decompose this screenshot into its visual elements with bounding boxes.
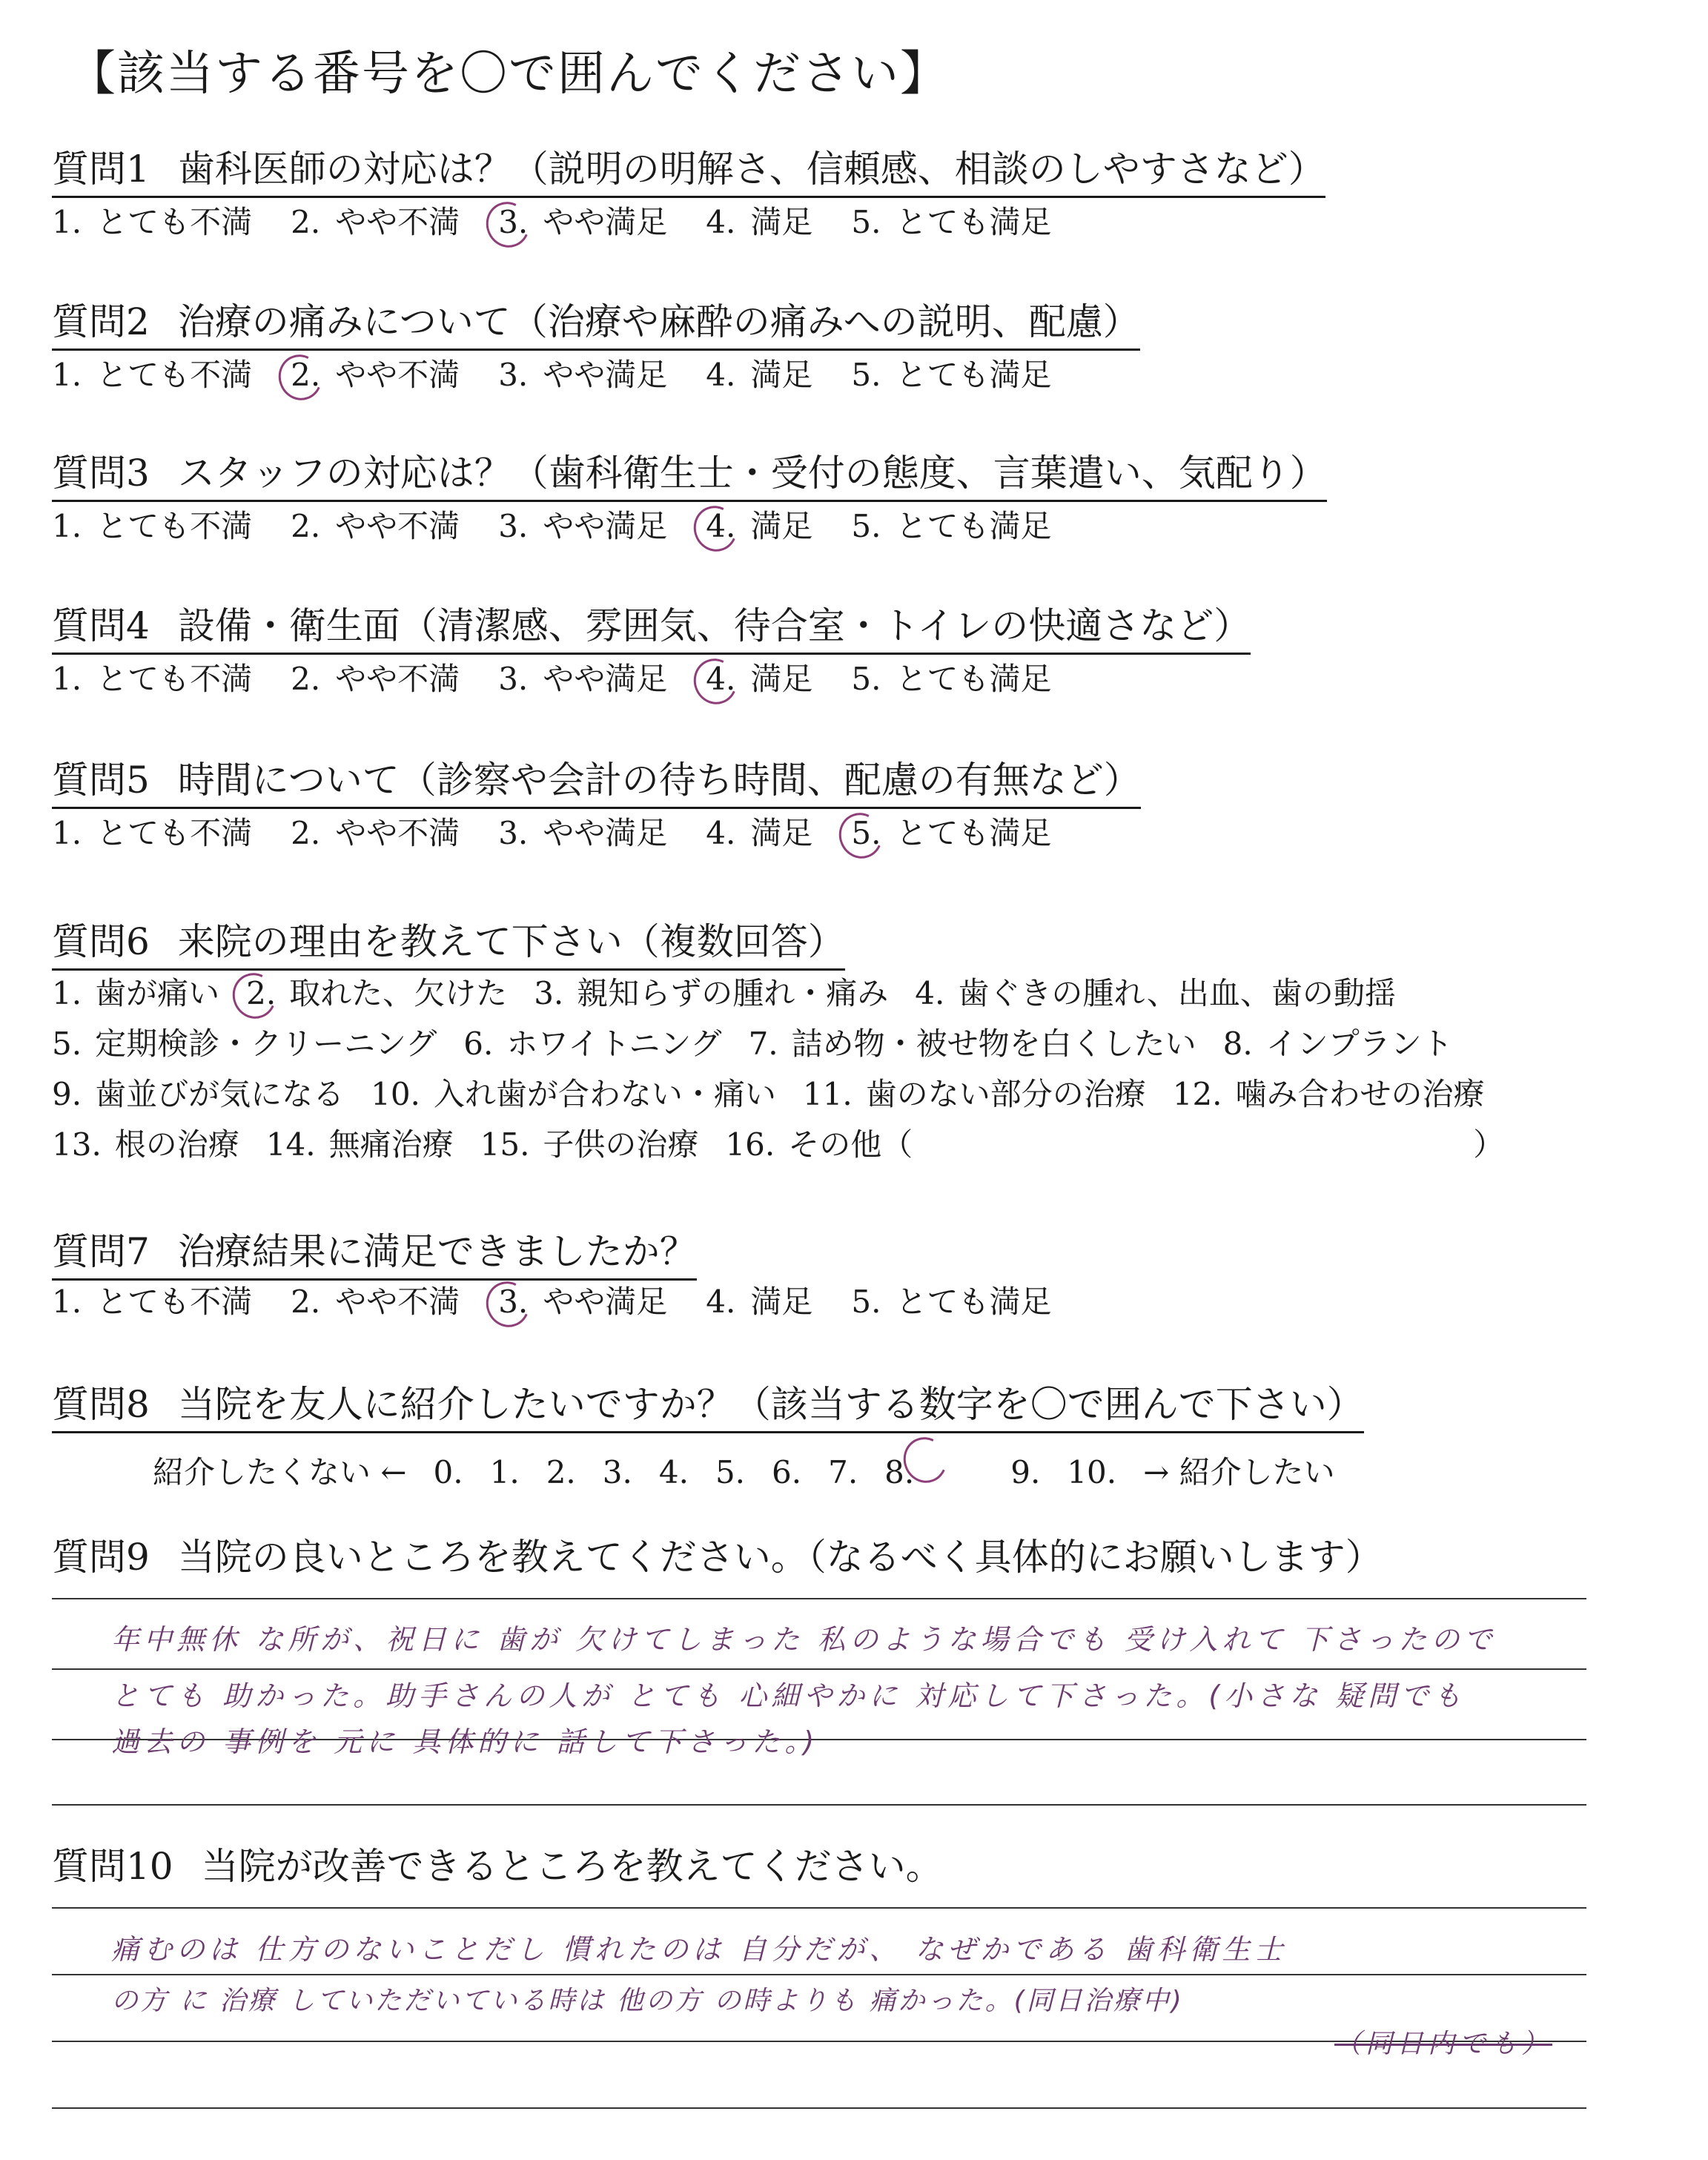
question-5-options	[52, 813, 1090, 854]
option-number: 1.	[52, 975, 82, 1011]
option-label: とても満足	[896, 1284, 1052, 1320]
option-number: 1.	[52, 508, 82, 544]
reason-option[interactable]	[1223, 1023, 1453, 1065]
option-number: 5.	[52, 1025, 82, 1062]
question-6-row	[52, 973, 1423, 1014]
option-label: やや不満	[335, 204, 460, 240]
answer-line	[52, 1907, 1586, 1909]
scale-value-6[interactable]: 6.	[772, 1454, 802, 1490]
option-2[interactable]	[291, 354, 460, 396]
option-number: 13.	[52, 1126, 102, 1163]
option-5[interactable]	[851, 658, 1051, 700]
reason-option[interactable]	[463, 1023, 721, 1065]
q10-answer-line-2: の方 に 治療 していただいている時は 他の方 の時よりも 痛かった。(同日治療中)	[111, 1986, 1184, 2016]
question-number: 質問5	[52, 759, 150, 802]
reason-option[interactable]	[534, 973, 888, 1014]
option-3[interactable]	[498, 658, 667, 700]
question-7-options	[52, 1281, 1090, 1323]
option-label: やや満足	[543, 508, 668, 544]
selection-circle	[897, 1431, 953, 1489]
option-2[interactable]	[291, 658, 460, 700]
option-3[interactable]	[498, 354, 667, 396]
option-label: やや満足	[543, 661, 668, 697]
option-2[interactable]	[291, 202, 460, 243]
option-label: 満足	[750, 357, 813, 393]
option-2[interactable]	[291, 1281, 460, 1323]
option-label: 親知らずの腫れ・痛み	[577, 975, 889, 1011]
scale-left-label: 紹介したくない ←	[153, 1454, 407, 1490]
option-number: 3.	[498, 508, 529, 544]
option-number: 5.	[851, 204, 881, 240]
question-8-scale	[153, 1437, 1362, 1493]
scale-value-3[interactable]: 3.	[602, 1454, 632, 1490]
question-text: 歯科医師の対応は？（説明の明解さ、信頼感、相談のしやすさなど）	[177, 148, 1325, 191]
option-number: 11.	[802, 1076, 853, 1112]
question-text: 設備・衛生面（清潔感、雰囲気、待合室・トイレの快適さなど）	[177, 604, 1251, 647]
page-title: 【該当する番号を〇で囲んでください】	[68, 47, 949, 102]
option-label: 無痛治療	[328, 1126, 454, 1163]
option-number: 14.	[265, 1126, 316, 1163]
reason-option[interactable]	[52, 1124, 239, 1166]
option-1[interactable]	[52, 202, 252, 243]
question-text: スタッフの対応は？（歯科衛生士・受付の態度、言葉遣い、気配り）	[177, 452, 1327, 495]
question-number: 質問4	[52, 604, 150, 647]
option-number: 2.	[246, 975, 277, 1011]
option-label: やや満足	[543, 204, 668, 240]
question-text: 治療の痛みについて（治療や麻酔の痛みへの説明、配慮）	[177, 300, 1140, 343]
option-1[interactable]	[52, 506, 252, 547]
question-3-options	[52, 506, 1090, 547]
question-9-heading	[52, 1533, 1383, 1584]
scale-value-2[interactable]: 2.	[546, 1454, 576, 1490]
option-label: とても満足	[896, 661, 1052, 697]
option-label: 満足	[750, 204, 813, 240]
option-label: 満足	[750, 1284, 813, 1320]
option-number: 8.	[1222, 1025, 1253, 1062]
question-8-heading	[52, 1381, 1364, 1433]
question-text: 当院が改善できるところを教えてください。	[201, 1845, 943, 1888]
reason-option[interactable]	[52, 1023, 437, 1065]
option-5[interactable]	[851, 354, 1051, 396]
option-3[interactable]	[498, 202, 667, 243]
question-number: 質問1	[52, 148, 150, 191]
question-text: 時間について（診察や会計の待ち時間、配慮の有無など）	[177, 759, 1141, 802]
option-number: 2.	[291, 661, 321, 697]
option-label: 詰め物・被せ物を白くしたい	[791, 1025, 1196, 1062]
question-number: 質問2	[52, 300, 150, 343]
option-label: 満足	[750, 815, 813, 851]
option-number: 1.	[52, 204, 82, 240]
reason-option[interactable]	[803, 1074, 1146, 1115]
scale-value-5[interactable]: 5.	[715, 1454, 746, 1490]
option-label: とても満足	[896, 357, 1052, 393]
option-number: 4.	[706, 508, 736, 544]
option-number: 3.	[498, 815, 529, 851]
option-4[interactable]	[706, 202, 812, 243]
option-1[interactable]	[52, 658, 252, 700]
option-number: 1.	[52, 357, 82, 393]
option-number: 5.	[851, 815, 881, 851]
option-label: 定期検診・クリーニング	[95, 1025, 437, 1062]
q10-struck-note: （同日内でも）	[1334, 2029, 1553, 2059]
option-number: 4.	[706, 204, 736, 240]
option-4[interactable]	[706, 354, 812, 396]
option-5[interactable]	[851, 202, 1051, 243]
option-label: 取れた、欠けた	[289, 975, 508, 1011]
option-label: 満足	[750, 508, 813, 544]
question-text: 来院の理由を教えて下さい（複数回答）	[177, 920, 845, 963]
answer-line	[52, 1974, 1586, 1975]
question-text: 治療結果に満足できましたか？	[177, 1230, 697, 1273]
question-1-heading	[52, 145, 1325, 198]
option-number: 15.	[480, 1126, 530, 1163]
scale-value-9[interactable]: 9.	[1010, 1454, 1041, 1490]
option-label: とても不満	[96, 204, 253, 240]
other-close-paren: ）	[1473, 1126, 1505, 1163]
scale-value-8[interactable]: 8.	[884, 1437, 984, 1493]
option-label: やや不満	[335, 357, 460, 393]
option-label: とても不満	[96, 508, 253, 544]
question-1-options	[52, 202, 1090, 243]
option-number: 3.	[498, 357, 529, 393]
scale-right-label: → 紹介したい	[1143, 1454, 1335, 1490]
option-label: やや満足	[543, 357, 668, 393]
option-number: 2.	[291, 815, 321, 851]
reason-option[interactable]	[52, 973, 219, 1014]
option-1[interactable]	[52, 813, 252, 854]
option-4[interactable]	[706, 813, 812, 854]
question-7-heading	[52, 1228, 697, 1281]
option-label: 歯並びが気になる	[95, 1076, 345, 1112]
reason-option[interactable]	[52, 1074, 344, 1115]
option-number: 2.	[291, 204, 321, 240]
q9-answer-line-2: とても 助かった。助手さんの人が とても 心細やかに 対応して下さった。(小さな 疑問でも	[111, 1680, 1466, 1712]
scale-value-1[interactable]: 1.	[489, 1454, 520, 1490]
option-number: 5.	[851, 357, 881, 393]
question-2-heading	[52, 298, 1140, 351]
option-label: とても満足	[896, 204, 1052, 240]
option-1[interactable]	[52, 1281, 252, 1323]
option-number: 4.	[706, 1284, 736, 1320]
option-label: 入れ歯が合わない・痛い	[433, 1076, 776, 1112]
question-4-options	[52, 658, 1090, 700]
option-number: 3.	[498, 661, 529, 697]
question-2-options	[52, 354, 1090, 396]
option-label: 歯が痛い	[95, 975, 220, 1011]
question-number: 質問3	[52, 452, 150, 495]
option-number: 6.	[463, 1025, 494, 1062]
option-4[interactable]	[706, 506, 812, 547]
option-number: 16.	[725, 1126, 775, 1163]
option-2[interactable]	[291, 813, 460, 854]
question-3-heading	[52, 449, 1327, 502]
reason-option[interactable]	[480, 1124, 699, 1166]
option-label: 噛み合わせの治療	[1235, 1076, 1485, 1112]
question-number: 質問7	[52, 1230, 150, 1273]
option-number: 2.	[291, 508, 321, 544]
scale-value-10[interactable]: 10.	[1067, 1454, 1117, 1490]
option-number: 4.	[915, 975, 945, 1011]
option-label: とても不満	[96, 1284, 253, 1320]
option-label: やや不満	[335, 661, 460, 697]
question-5-heading	[52, 756, 1141, 809]
reason-option[interactable]	[1173, 1074, 1485, 1115]
answer-line	[52, 1668, 1586, 1670]
option-label: 歯ぐきの腫れ、出血、歯の動揺	[958, 975, 1396, 1011]
option-number: 4.	[706, 815, 736, 851]
question-number: 質問9	[52, 1536, 150, 1579]
option-number: 3.	[498, 204, 529, 240]
reason-option[interactable]	[725, 1124, 913, 1166]
option-3[interactable]	[498, 506, 667, 547]
reason-option[interactable]	[266, 1124, 454, 1166]
option-label: やや不満	[335, 815, 460, 851]
option-label: ホワイトニング	[506, 1025, 722, 1062]
option-label: とても不満	[96, 661, 253, 697]
reason-option[interactable]	[246, 973, 507, 1014]
question-4-heading	[52, 602, 1251, 655]
q9-answer-line-1: 年中無休 な所が、祝日に 歯が 欠けてしまった 私のような場合でも 受け入れて 下さったので	[111, 1623, 1497, 1656]
option-number: 5.	[851, 661, 881, 697]
option-number: 2.	[291, 1284, 321, 1320]
option-number: 5.	[851, 508, 881, 544]
option-label: 歯のない部分の治療	[865, 1076, 1146, 1112]
answer-line	[52, 1804, 1586, 1806]
q9-answer-line-3: 過去の 事例を 元に 具体的に 話して下さった。)	[111, 1725, 819, 1758]
option-number: 4.	[706, 661, 736, 697]
option-label: インプラント	[1265, 1025, 1453, 1062]
question-6-row	[52, 1124, 1504, 1166]
option-3[interactable]	[498, 813, 667, 854]
answer-line	[52, 2107, 1586, 2109]
option-label: やや不満	[335, 1284, 460, 1320]
option-label: とても不満	[96, 815, 253, 851]
option-label: とても不満	[96, 357, 253, 393]
question-number: 質問6	[52, 920, 150, 963]
answer-line	[52, 1598, 1586, 1599]
option-5[interactable]	[851, 813, 1051, 854]
scale-value-4[interactable]: 4.	[658, 1454, 689, 1490]
option-3[interactable]	[498, 1281, 667, 1323]
option-number: 9.	[52, 1076, 82, 1112]
question-text: 当院を友人に紹介したいですか？（該当する数字を〇で囲んで下さい）	[177, 1383, 1364, 1426]
reason-option[interactable]	[371, 1074, 776, 1115]
option-label: 根の治療	[114, 1126, 239, 1163]
question-6-row	[52, 1023, 1480, 1065]
option-label: 子供の治療	[543, 1126, 699, 1163]
option-label: 満足	[750, 661, 813, 697]
option-4[interactable]	[706, 658, 812, 700]
reason-option[interactable]	[749, 1023, 1196, 1065]
question-text: 当院の良いところを教えてください。（なるべく具体的にお願いします）	[177, 1536, 1383, 1579]
option-2[interactable]	[291, 506, 460, 547]
option-number: 5.	[851, 1284, 881, 1320]
question-number: 質問10	[52, 1845, 173, 1888]
scale-value-0[interactable]: 0.	[433, 1454, 463, 1490]
option-number: 1.	[52, 661, 82, 697]
option-number: 12.	[1172, 1076, 1222, 1112]
reason-option[interactable]	[915, 973, 1396, 1014]
option-number: 3.	[498, 1284, 529, 1320]
option-number: 3.	[534, 975, 564, 1011]
question-6-row	[52, 1074, 1512, 1115]
option-label: その他（	[788, 1126, 913, 1163]
question-6-heading	[52, 918, 845, 971]
option-number: 1.	[52, 815, 82, 851]
question-10-heading	[52, 1843, 943, 1893]
option-label: やや満足	[543, 815, 668, 851]
option-number: 4.	[706, 357, 736, 393]
option-1[interactable]	[52, 354, 252, 396]
q10-answer-line-1: 痛むのは 仕方のないことだし 慣れたのは 自分だが、 なぜかである 歯科衛生士	[111, 1933, 1288, 1966]
option-label: とても満足	[896, 815, 1052, 851]
option-label: やや不満	[335, 508, 460, 544]
option-label: やや満足	[543, 1284, 668, 1320]
question-number: 質問8	[52, 1383, 150, 1426]
option-number: 7.	[748, 1025, 778, 1062]
scale-value-7[interactable]: 7.	[828, 1454, 858, 1490]
option-5[interactable]	[851, 1281, 1051, 1323]
option-number: 2.	[291, 357, 321, 393]
option-4[interactable]	[706, 1281, 812, 1323]
option-5[interactable]	[851, 506, 1051, 547]
option-number: 1.	[52, 1284, 82, 1320]
option-number: 10.	[371, 1076, 420, 1112]
option-label: とても満足	[896, 508, 1052, 544]
